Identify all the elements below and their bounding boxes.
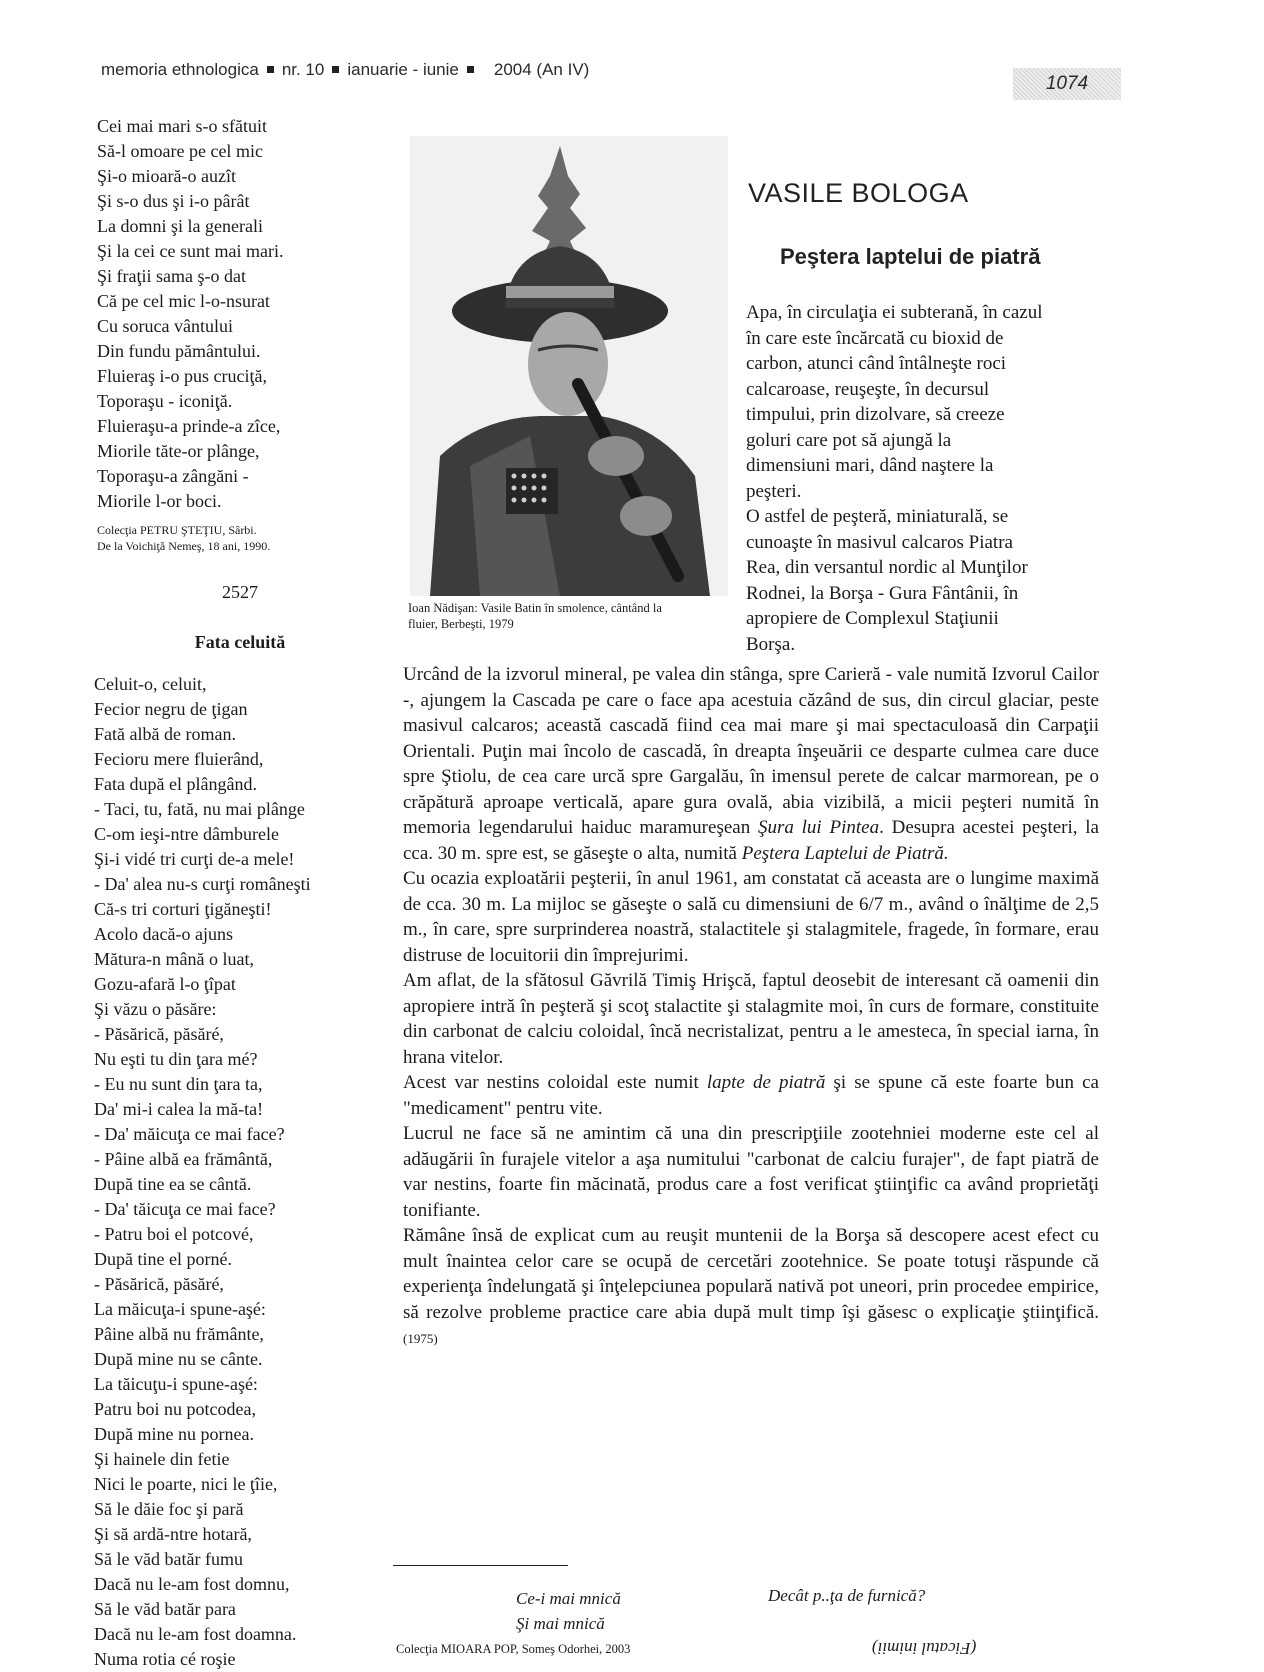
poem-line: La tăicuţu-i spune-aşé: [94, 1374, 258, 1394]
article-paragraph: Urcând de la izvorul mineral, pe valea din stânga, spre Carieră - vale numită Izvorul Cailor -, ajungem la Cascada pe care o face apa acestuia căzând de sus, din circul glaciar, peste masivul calcaros; această cascadă fiind cea mai mare şi mai spectaculoasă din Carpaţii Orientali. Puţin mai încolo de cascadă, în dreapta înşeuării ce desparte culmea care duce spre Ştiolu, de cea care urcă spre Gargalău, în imensul perete de calcar marmorean, pe o crăpătură aproape verticală, apare gura ovală, abia vizibilă, a micii peşteri numită în memoria legendarului haiduc maramureşean Şura lui Pintea. Desupra acestei peşteri, la cca. 30 m. spre est, se găseşte o alta, numită Peştera Laptelui de Piatră. [403, 664, 1099, 864]
article-paragraph [746, 300, 1116, 504]
poem-line: Toporaşu-a zângăni - [97, 466, 249, 486]
poem-line: Şi hainele din fetie [94, 1449, 230, 1469]
poem-line: Da' mi-i calea la mă-ta! [94, 1099, 264, 1119]
page-number: 1074 [1013, 68, 1121, 100]
poem-line: Să le dăie foc şi pară [94, 1499, 244, 1519]
running-header [101, 60, 589, 80]
poem-line: Cei mai mari s-o sfătuit [97, 116, 267, 136]
photo-caption [408, 600, 730, 632]
poem-line: Dacă nu le-am fost doamna. [94, 1624, 297, 1644]
poem-line: Şi-o mioară-o auzît [97, 166, 236, 186]
poem-source [97, 522, 270, 554]
article-line: Rea, din versantul nordic al Munţilor [746, 557, 1028, 578]
poem-line: Fată albă de roman. [94, 724, 236, 744]
article-line: calcaroase, reuşeşte, în decursul [746, 378, 990, 400]
poem-line: Din fundu pământului. [97, 341, 261, 361]
article-line: apropiere de Complexul Staţiunii [746, 608, 999, 629]
poem-continuation [97, 114, 283, 514]
article-line: în care este încărcată cu bioxid de [746, 327, 1004, 349]
riddle-line: Şi mai mnică [516, 1614, 605, 1633]
article-line: Borşa. [746, 633, 796, 655]
poem-line: Miorile tăte-or plânge, [97, 441, 260, 461]
poem-line: - Eu nu sunt din ţara ta, [94, 1074, 263, 1094]
poem-line: După mine nu se cânte. [94, 1349, 263, 1369]
poem-line: - Păsărică, păsăré, [94, 1274, 224, 1294]
caption-line: Ioan Nădişan: Vasile Batin în smolence, cântând la [408, 601, 662, 615]
article-title: Peştera laptelui de piatră [780, 244, 1041, 269]
article-line: Rodnei, la Borşa - Gura Fântânii, în [746, 582, 1019, 604]
poem-line: Miorile l-or boci. [97, 491, 222, 511]
separator-square-icon [467, 66, 474, 73]
article-year: (1975) [403, 1331, 438, 1346]
poem-number: 2527 [222, 582, 258, 602]
poem-line: La măicuţa-i spune-aşé: [94, 1299, 266, 1319]
poem-body [94, 672, 311, 1672]
poem-line: Şi-i vidé tri curţi de-a mele! [94, 849, 295, 869]
poem-line: Patru boi nu potcodea, [94, 1399, 256, 1419]
poem-line: Nici le poarte, nici le ţîie, [94, 1474, 278, 1494]
poem-line: Şi văzu o păsăre: [94, 999, 217, 1019]
poem-line: Că-s tri corturi ţigăneşti! [94, 899, 272, 919]
poem-line: Să-l omoare pe cel mic [97, 141, 263, 161]
footnote-divider [393, 1565, 568, 1566]
poem-line: Fecior negru de ţigan [94, 699, 248, 719]
poem-line: C-om ieşi-ntre dâmburele [94, 824, 279, 844]
article-paragraph [746, 504, 1116, 657]
poem-line: - Păsărică, păsăré, [94, 1024, 224, 1044]
poem-line: Pâine albă nu frământe, [94, 1324, 264, 1344]
poem-line: Şi fraţii sama ş-o dat [97, 266, 246, 286]
poem-line: Dacă nu le-am fost domnu, [94, 1574, 290, 1594]
poem-line: Fata după el plângând. [94, 774, 257, 794]
article-author: VASILE BOLOGA [748, 178, 969, 208]
article-line: goluri care pot să ajungă la [746, 429, 952, 451]
poem-line: Şi să ardă-ntre hotară, [94, 1524, 252, 1544]
poem-line: Să le văd batăr para [94, 1599, 236, 1619]
article-paragraph: Rămâne însă de explicat cum au reuşit muntenii de la Borşa să descopere acest efect cu mult înaintea celor care se ocupă de cercetări zootehnice. Se poate totuşi răspunde că experienţa îndelungată şi înţelepciunea populară nativă pot uneori, prin procedee empirice, să rezolve probleme practice care abia după mult timp îşi găsesc o explicaţie ştiinţifică. (1975) [403, 1225, 1099, 1346]
issue-period: ianuarie - iunie [347, 60, 459, 79]
poem-line: Gozu-afară l-o ţîpat [94, 974, 236, 994]
photo-flute-player [410, 136, 728, 596]
article-line: O astfel de peşteră, miniaturală, se [746, 506, 1009, 527]
journal-name: memoria ethnologica [101, 60, 259, 79]
poem-line: Nu eşti tu din ţara mé? [94, 1049, 258, 1069]
poem-line: - Da' măicuţa ce mai face? [94, 1124, 285, 1144]
poem-line: Numa rotia cé roşie [94, 1649, 236, 1669]
poem-line: Şi la cei ce sunt mai mari. [97, 241, 284, 261]
article-line: Apa, în circulaţia ei subterană, în cazul [746, 302, 1043, 323]
poem-line: Fluieraş i-o pus cruciţă, [97, 366, 267, 386]
poem-title: Fata celuită [194, 632, 286, 652]
separator-square-icon [332, 66, 339, 73]
article-line: peşteri. [746, 480, 802, 502]
poem-line: Acolo dacă-o ajuns [94, 924, 233, 944]
caption-line: fluier, Berbeşti, 1979 [408, 617, 514, 631]
poem-line: După mine nu pornea. [94, 1424, 254, 1444]
riddle-solution-inverted: (Ficatul inimii) [872, 1639, 977, 1658]
article-paragraph: Cu ocazia exploatării peşterii, în anul 1961, am constatat că aceasta are o lungime maximă de cca. 30 m. La mijloc se găseşte o sală cu dimensiuni de 6/7 m., având o înălţime de 2,5 m., în care, spre surprinderea noastră, stalactitele şi stalagmitele, fragede, în formare, erau distruse de locuitorii din împrejurimi. [403, 868, 1099, 966]
poem-line: - Taci, tu, fată, nu mai plânge [94, 799, 305, 819]
article-intro [746, 300, 1116, 657]
article-line: carbon, atunci când întâlneşte roci [746, 353, 1007, 374]
cave-name: Şura lui Pintea [757, 817, 880, 838]
issue-year: 2004 (An IV) [493, 60, 590, 79]
riddle-source: Colecţia MIOARA POP, Someş Odorhei, 2003 [396, 1642, 631, 1656]
poem-line: Celuit-o, celuit, [94, 674, 207, 694]
source-line: Colecţia PETRU ŞTEŢIU, Sârbi. [97, 523, 257, 537]
flute-player-image [410, 136, 728, 596]
riddle [516, 1586, 621, 1636]
poem-line: Că pe cel mic l-o-nsurat [97, 291, 270, 311]
riddle-answer: Decât p..ţa de furnică? [768, 1586, 926, 1605]
cave-name: Peştera Laptelui de Piatră. [741, 842, 949, 864]
poem-line: Cu soruca vântului [97, 316, 233, 336]
separator-square-icon [267, 66, 274, 73]
poem-line: După tine el porné. [94, 1249, 232, 1269]
poem-line: Mătura-n mână o luat, [94, 949, 254, 969]
article-body [403, 662, 1099, 1352]
poem-line: - Da' alea nu-s curţi româneşti [94, 874, 311, 894]
article-paragraph: Am aflat, de la sfătosul Găvrilă Timiş Hrişcă, faptul deosebit de interesant că oamenii din apropiere intră în peşteră şi scoţ stalactite şi stalagmite moi, în curs de formare, constituite din carbonat de calciu coloidal, încă necristalizat, pentru a le amesteca, în special iarna, în hrana vitelor. [403, 970, 1099, 1068]
poem-line: Fecioru mere fluierând, [94, 749, 264, 769]
article-paragraph: Lucrul ne face să ne amintim că una din prescripţiile zootehniei moderne este cel al adăugării în furajele vitelor a aşa numitului "carbonat de calciu furajer", de fapt piatră de var nestins, foarte fin măcinată, produs care a fost verificat ştiinţific ca având proprietăţi tonifiante. [403, 1123, 1099, 1221]
article-paragraph: Acest var nestins coloidal este numit lapte de piatră şi se spune că este foarte bun ca "medicament" pentru vite. [403, 1072, 1099, 1119]
article-line: cunoaşte în masivul calcaros Piatra [746, 531, 1013, 553]
poem-line: Toporaşu - iconiţă. [97, 391, 233, 411]
riddle-line: Ce-i mai mnică [516, 1589, 621, 1608]
article-line: dimensiuni mari, dând naştere la [746, 455, 994, 476]
poem-line: După tine ea se cântă. [94, 1174, 252, 1194]
poem-line: - Da' tăicuţa ce mai face? [94, 1199, 276, 1219]
poem-line: Fluieraşu-a prinde-a zîce, [97, 416, 281, 436]
poem-line: - Patru boi el potcové, [94, 1224, 254, 1244]
source-line: De la Voichiţă Nemeş, 18 ani, 1990. [97, 539, 271, 553]
term-italic: lapte de piatră [706, 1072, 826, 1093]
poem-line: Şi s-o dus şi i-o pârât [97, 191, 250, 211]
poem-line: Să le văd batăr fumu [94, 1549, 243, 1569]
poem-line: La domni şi la generali [97, 216, 263, 236]
poem-line: - Pâine albă ea frământă, [94, 1149, 273, 1169]
issue-number: nr. 10 [281, 60, 325, 79]
article-line: timpului, prin dizolvare, să creeze [746, 404, 1005, 425]
